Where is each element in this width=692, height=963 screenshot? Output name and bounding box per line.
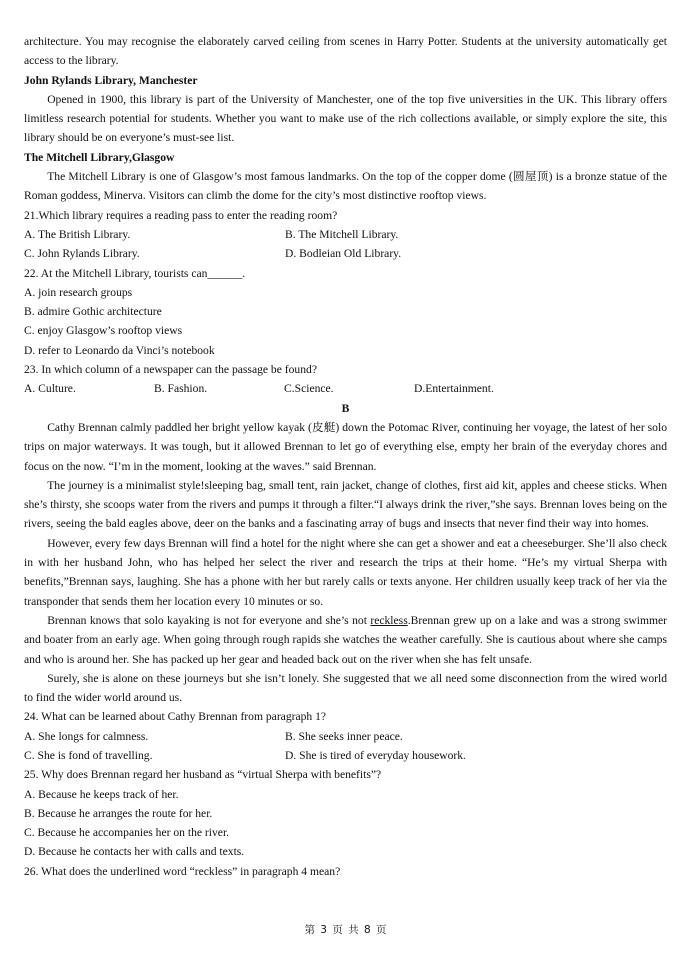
question-24: 24. What can be learned about Cathy Brennan from paragraph 1? (24, 710, 327, 724)
option-21-b: B. The Mitchell Library. (285, 227, 399, 241)
question-21-options-row-2 (24, 244, 667, 263)
question-21: 21.Which library requires a reading pass to enter the reading room? (24, 208, 338, 222)
passage-b-paragraph-1: Cathy Brennan calmly paddled her bright yellow kayak (皮艇) down the Potomac River, continuing her voyage, the latest of her solo trips on major waterways. It was tough, but it allowed Brennan to let go of everything else, empty her brain of the everyday chores and focus on the now. “I’m in the moment, looking at the waves.” said Brennan. (24, 420, 667, 473)
option-21-c: C. John Rylands Library. (24, 247, 140, 261)
paragraph-4-text-before: Brennan knows that solo kayaking is not for everyone and she’s not (47, 613, 371, 627)
option-23-d: D.Entertainment. (414, 382, 494, 396)
option-24-c: C. She is fond of travelling. (24, 748, 153, 762)
passage-b-paragraph-4 (24, 611, 667, 669)
question-24-options-row-2 (24, 746, 667, 765)
paragraph-mitchell-library: The Mitchell Library is one of Glasgow’s most famous landmarks. On the top of the copper dome (圆屋顶) is a bronze statue of the Roman goddess, Minerva. Visitors can climb the dome for the city’s most distinctive rooftop views. (24, 170, 667, 203)
question-21-options-row-1 (24, 225, 667, 244)
option-24-b: B. She seeks inner peace. (285, 729, 403, 743)
question-23-options-row (24, 379, 667, 398)
option-25-a: A. Because he keeps track of her. (24, 787, 179, 801)
option-23-c: C.Science. (284, 382, 334, 396)
passage-b-paragraph-3: However, every few days Brennan will find a hotel for the night where she can get a shower and eat a cheeseburger. She’ll also check in with her husband John, who has helped her select the river and research the trips at their home. “He’s my virtual Sherpa with benefits,”Brennan says, laughing. She has a phone with her but rarely calls or texts anyone. Her children usually keep track of her via the transponder that sends them her location every 10 minutes or so. (24, 536, 667, 608)
paragraph-4-text-after: .Brennan grew up on a lake and was a strong swimmer and boater from an early age. When going through rough rapids she watches the weather carefully. She is cautious about where she camps and who is around her. She has packed up her gear and headed back out on the river when she has felt unsafe. (24, 613, 667, 666)
passage-a-intro-paragraph: architecture. You may recognise the elaborately carved ceiling from scenes in Harry Potter. Students at the university automatically get access to the library. (24, 35, 667, 68)
question-26: 26. What does the underlined word “reckless” in paragraph 4 mean? (24, 864, 341, 878)
option-25-c: C. Because he accompanies her on the river. (24, 826, 230, 840)
underlined-word-reckless: reckless (370, 613, 408, 627)
section-b-label: B (341, 401, 350, 415)
option-24-a: A. She longs for calmness. (24, 729, 149, 743)
option-25-d: D. Because he contacts her with calls and texts. (24, 845, 245, 859)
option-22-b: B. admire Gothic architecture (24, 305, 162, 319)
paragraph-john-rylands: Opened in 1900, this library is part of the University of Manchester, one of the top five universities in the UK. This library offers limitless research potential for students. Whether you want to make use of the rich collections available, or simply explore the site, this library should be on everyone’s must-see list. (24, 92, 667, 145)
page-content (24, 32, 667, 881)
option-23-a: A. Culture. (24, 382, 76, 396)
option-25-b: B. Because he arranges the route for her. (24, 806, 213, 820)
option-24-d: D. She is tired of everyday housework. (285, 748, 466, 762)
option-23-b: B. Fashion. (154, 382, 208, 396)
passage-b-paragraph-5: Surely, she is alone on these journeys but she isn’t lonely. She suggested that we all need some disconnection from the wired world to find the wider world around us. (24, 671, 667, 705)
option-21-d: D. Bodleian Old Library. (285, 247, 402, 261)
passage-b-paragraph-2: The journey is a minimalist style!sleeping bag, small tent, rain jacket, change of clothes, first aid kit, apples and cheese sticks. When she’s thirsty, she scoops water from the rivers and pumps it through a filter.“I always drink the river,”she says. Brennan loves being on the rivers, seeing the bald eagles above, deer on the banks and a fascinating array of bugs and insects that never find their way into homes. (24, 478, 667, 531)
option-22-a: A. join research groups (24, 285, 133, 299)
heading-john-rylands: John Rylands Library, Manchester (24, 73, 198, 87)
question-22: 22. At the Mitchell Library, tourists can______. (24, 266, 246, 280)
page-footer: 第 3 页 共 8 页 (304, 924, 388, 936)
question-25: 25. Why does Brennan regard her husband as “virtual Sherpa with benefits”? (24, 768, 382, 782)
heading-mitchell-library: The Mitchell Library,Glasgow (24, 150, 175, 164)
option-22-d: D. refer to Leonardo da Vinci’s notebook (24, 343, 215, 357)
option-21-a: A. The British Library. (24, 227, 131, 241)
question-24-options-row-1 (24, 727, 667, 746)
option-22-c: C. enjoy Glasgow’s rooftop views (24, 324, 183, 338)
question-23: 23. In which column of a newspaper can the passage be found? (24, 363, 317, 377)
